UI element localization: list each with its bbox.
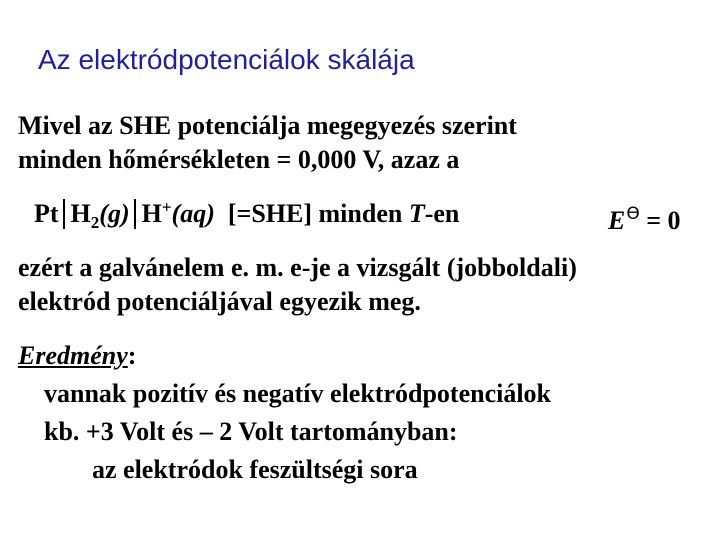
result-line-1: vannak pozitív és negatív elektródpotenciálok [44, 379, 552, 408]
plus-superscript: + [161, 197, 172, 217]
potential-value: = 0 [646, 206, 681, 235]
intro-line-1: Mivel az SHE potenciálja megegyezés szerint [18, 111, 517, 140]
platinum-symbol: Pt [34, 199, 59, 228]
phase-boundary-bar [63, 199, 65, 229]
result-line-2: kb. +3 Volt és – 2 Volt tartományban: [44, 417, 458, 446]
result-line-3: az elektródok feszültségi sora [92, 455, 418, 484]
intro-line-2: minden hőmérsékleten = 0,000 V, azaz a [18, 145, 460, 174]
hydrogen-gas-symbol: $H_2(g)$ [70, 199, 130, 233]
potential-symbol: E [608, 206, 626, 235]
gas-state: (g) [99, 199, 130, 228]
conclusion-line-2: elektród potenciáljával egyezik meg. [18, 287, 421, 316]
hydrogen-ion-symbol: H+(aq) [141, 197, 215, 228]
result-colon: : [127, 341, 137, 370]
phase-boundary-bar [134, 199, 136, 229]
slide-title: Az elektródpotenciálok skálája [38, 44, 415, 75]
result-heading [18, 340, 136, 372]
standard-potential-equation [608, 198, 681, 237]
conclusion-line-1: ezért a galvánelem e. m. e-je a vizsgált (jobboldali) [18, 253, 577, 282]
result-label: Eredmény [18, 341, 128, 370]
hydrogen-subscript: 2 [90, 213, 100, 233]
aqueous-state: (aq) [171, 199, 215, 228]
temperature-symbol: T [408, 199, 425, 228]
temperature-suffix: -en [424, 199, 460, 228]
standard-state-mark: ϴ [626, 204, 640, 224]
she-note: [=SHE] minden [227, 199, 403, 228]
cell-notation-equation [34, 197, 460, 233]
